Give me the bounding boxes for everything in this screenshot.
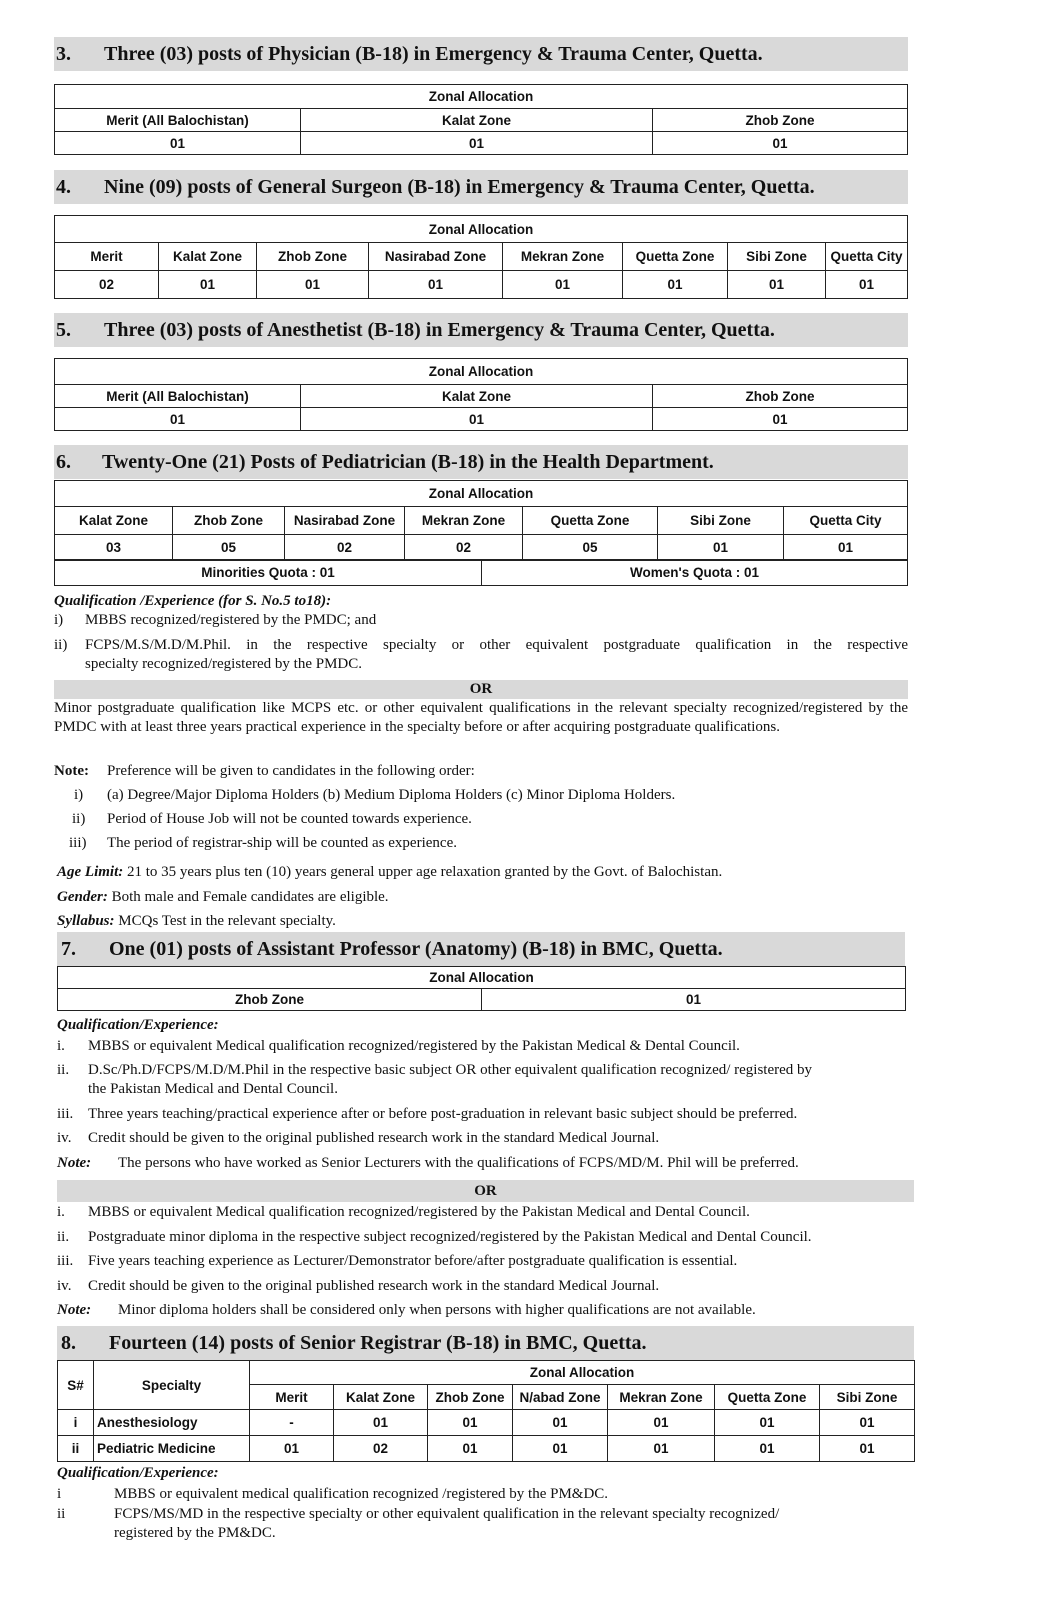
sn-cell: ii	[58, 1436, 94, 1462]
value-cell: 01	[653, 408, 908, 431]
sn-header: S#	[58, 1361, 94, 1410]
header-cell: N/abad Zone	[513, 1385, 608, 1410]
header-cell: Zhob Zone	[173, 507, 285, 535]
list-text: Five years teaching experience as Lecturer/Demonstrator before/after postgraduate qualification is essential.	[88, 1253, 738, 1269]
list-marker: ii.	[57, 1062, 70, 1078]
specialty-header: Specialty	[94, 1361, 250, 1410]
section-number: 6.	[56, 450, 71, 473]
value-cell: 01	[513, 1410, 608, 1436]
value-cell: 01	[334, 1410, 428, 1436]
specialty-cell: Pediatric Medicine	[94, 1436, 250, 1462]
or-divider: OR	[54, 680, 908, 699]
section-7-table	[57, 966, 906, 1011]
value-cell: 01	[513, 1436, 608, 1462]
list-marker: i)	[54, 612, 64, 628]
gender-label: Gender:	[57, 889, 108, 905]
section-3-heading	[54, 37, 908, 71]
list-marker: ii)	[72, 811, 86, 827]
list-text: Three years teaching/practical experience after or before post-graduation in relevant basic subject should be preferred.	[88, 1106, 798, 1122]
header-cell: Mekran Zone	[405, 507, 523, 535]
list-text: Period of House Job will not be counted towards experience.	[107, 811, 472, 827]
value-cell: 02	[55, 271, 159, 299]
age-limit-text: 21 to 35 years plus ten (10) years general upper age relaxation granted by the Govt. of Balochistan.	[127, 864, 723, 880]
section-title: Three (03) posts of Anesthetist (B-18) in Emergency & Trauma Center, Quetta.	[104, 318, 775, 341]
list-text-continued: the Pakistan Medical and Dental Council.	[88, 1081, 338, 1097]
section-8-table	[57, 1360, 915, 1462]
header-cell: Kalat Zone	[159, 243, 257, 271]
list-item	[57, 1061, 917, 1101]
value-cell: 01	[55, 408, 301, 431]
section-number: 4.	[56, 175, 71, 198]
list-item	[57, 1105, 917, 1124]
value-cell: 01	[728, 271, 826, 299]
section-title: Twenty-One (21) Posts of Pediatrician (B-18) in the Health Department.	[102, 450, 714, 473]
note-text: Minor diploma holders shall be considered only when persons with higher qualifications are not available.	[118, 1302, 756, 1318]
header-cell: Mekran Zone	[503, 243, 623, 271]
list-text: FCPS/MS/MD in the respective specialty or other equivalent qualification in the relevant specialty recognized/	[114, 1506, 780, 1522]
syllabus	[57, 912, 336, 931]
zonal-allocation-header: Zonal Allocation	[55, 359, 908, 385]
note-text: The persons who have worked as Senior Lecturers with the qualifications of FCPS/MD/M. Phil will be preferred.	[118, 1155, 799, 1171]
section-number: 5.	[56, 318, 71, 341]
section-4-table	[54, 215, 908, 299]
header-cell: Merit (All Balochistan)	[55, 385, 301, 408]
value-cell: 01	[257, 271, 369, 299]
list-text: MBBS recognized/registered by the PMDC; and	[85, 612, 377, 628]
list-item	[57, 1277, 917, 1296]
value-cell: 01	[250, 1436, 334, 1462]
header-cell: Nasirabad Zone	[285, 507, 405, 535]
note-text: Preference will be given to candidates in the following order:	[107, 763, 475, 779]
list-marker: ii	[57, 1506, 66, 1522]
header-cell: Kalat Zone	[334, 1385, 428, 1410]
section-4-heading	[54, 170, 908, 204]
qualification-heading: Qualification /Experience (for S. No.5 to18):	[54, 593, 332, 609]
age-limit-label: Age Limit:	[57, 864, 124, 880]
list-marker: ii.	[57, 1229, 70, 1245]
note	[54, 762, 914, 781]
list-item	[57, 1505, 917, 1545]
header-cell: Zhob Zone	[428, 1385, 513, 1410]
header-cell: Quetta Zone	[715, 1385, 820, 1410]
zonal-allocation-header: Zonal Allocation	[55, 481, 908, 507]
list-item	[57, 1203, 917, 1222]
header-cell: Quetta Zone	[623, 243, 728, 271]
gender	[57, 888, 389, 907]
list-text: MBBS or equivalent Medical qualification recognized/registered by the Pakistan Medical & Dental Council.	[88, 1038, 740, 1054]
value-cell: 01	[715, 1436, 820, 1462]
value-cell: 01	[623, 271, 728, 299]
list-text: MBBS or equivalent medical qualification recognized /registered by the PM&DC.	[114, 1486, 609, 1502]
list-item	[57, 1485, 917, 1504]
header-cell: Merit	[250, 1385, 334, 1410]
value-cell: 01	[608, 1410, 715, 1436]
list-text: FCPS/M.S/M.D/M.Phil. in the respective specialty or other equivalent postgraduate qualification in the respective	[85, 637, 908, 653]
header-cell: Merit	[55, 243, 159, 271]
section-title: Nine (09) posts of General Surgeon (B-18) in Emergency & Trauma Center, Quetta.	[104, 175, 815, 198]
value-cell: 02	[405, 535, 523, 561]
section-7-heading	[57, 932, 905, 966]
value-cell: 02	[334, 1436, 428, 1462]
list-item	[54, 786, 914, 805]
section-8-heading	[57, 1326, 914, 1360]
list-text: (a) Degree/Major Diploma Holders (b) Medium Diploma Holders (c) Minor Diploma Holders.	[107, 787, 676, 803]
value-cell: 01	[658, 535, 784, 561]
zonal-allocation-header: Zonal Allocation	[250, 1361, 915, 1385]
list-text: Credit should be given to the original published research work in the standard Medical Journal.	[88, 1278, 660, 1294]
value-cell: 05	[523, 535, 658, 561]
list-item	[57, 1252, 917, 1271]
specialty-cell: Anesthesiology	[94, 1410, 250, 1436]
list-text: Postgraduate minor diploma in the respective subject recognized/registered by the Pakistan Medical and Dental Council.	[88, 1229, 812, 1245]
header-cell: Kalat Zone	[301, 109, 653, 132]
note-label: Note:	[57, 1155, 92, 1171]
list-item	[54, 636, 914, 676]
note	[57, 1154, 917, 1173]
zonal-allocation-header: Zonal Allocation	[55, 216, 908, 243]
section-6-heading	[54, 445, 908, 479]
section-title: Three (03) posts of Physician (B-18) in Emergency & Trauma Center, Quetta.	[104, 42, 763, 65]
value-cell: 01	[482, 989, 906, 1011]
section-title: One (01) posts of Assistant Professor (Anatomy) (B-18) in BMC, Quetta.	[109, 937, 723, 960]
section-number: 7.	[61, 937, 76, 960]
section-3-table	[54, 84, 908, 155]
value-cell: 01	[715, 1410, 820, 1436]
list-marker: iv.	[57, 1278, 72, 1294]
section-number: 3.	[56, 42, 71, 65]
sn-cell: i	[58, 1410, 94, 1436]
table-row	[58, 1410, 915, 1436]
header-cell: Quetta Zone	[523, 507, 658, 535]
header-cell: Sibi Zone	[728, 243, 826, 271]
header-cell: Quetta City	[826, 243, 908, 271]
value-cell: 01	[301, 132, 653, 155]
list-marker: i.	[57, 1038, 65, 1054]
list-marker: ii)	[54, 637, 68, 653]
list-marker: i)	[74, 787, 84, 803]
header-cell: Nasirabad Zone	[369, 243, 503, 271]
section-5-heading	[54, 313, 908, 347]
list-item	[57, 1037, 917, 1056]
value-cell: 02	[285, 535, 405, 561]
list-marker: iii)	[69, 835, 87, 851]
header-cell: Merit (All Balochistan)	[55, 109, 301, 132]
list-item	[54, 611, 914, 630]
header-cell: Zhob Zone	[653, 385, 908, 408]
section-title: Fourteen (14) posts of Senior Registrar (B-18) in BMC, Quetta.	[109, 1331, 647, 1354]
value-cell: 01	[159, 271, 257, 299]
value-cell: 01	[369, 271, 503, 299]
section-number: 8.	[61, 1331, 76, 1354]
value-cell: 01	[653, 132, 908, 155]
header-cell: Quetta City	[784, 507, 908, 535]
list-item	[54, 810, 914, 829]
qualification-heading: Qualification/Experience:	[57, 1017, 219, 1033]
value-cell: 01	[820, 1436, 915, 1462]
minorities-quota: Minorities Quota : 01	[55, 560, 482, 586]
value-cell: 01	[784, 535, 908, 561]
header-cell: Zhob Zone	[653, 109, 908, 132]
value-cell: 01	[428, 1410, 513, 1436]
list-item	[57, 1228, 917, 1247]
zonal-allocation-header: Zonal Allocation	[58, 967, 906, 989]
minor-qualification-paragraph: Minor postgraduate qualification like MCPS etc. or other equivalent qualifications in the relevant specialty recognized/registered by the PMDC with at least three years practical experience in the specialty before or after acquiring postgraduate qualifications.	[54, 700, 908, 735]
value-cell: 01	[503, 271, 623, 299]
note	[57, 1301, 917, 1320]
list-marker: iii.	[57, 1106, 74, 1122]
list-marker: i	[57, 1486, 62, 1502]
header-cell: Sibi Zone	[658, 507, 784, 535]
value-cell: 01	[301, 408, 653, 431]
syllabus-label: Syllabus:	[57, 913, 115, 929]
zonal-allocation-header: Zonal Allocation	[55, 85, 908, 109]
list-marker: iv.	[57, 1130, 72, 1146]
header-cell: Zhob Zone	[257, 243, 369, 271]
list-item	[57, 1129, 917, 1148]
list-text: D.Sc/Ph.D/FCPS/M.D/M.Phil in the respective basic subject OR other equivalent qualification recognized/ registered by	[88, 1062, 813, 1078]
zone-cell: Zhob Zone	[58, 989, 482, 1011]
syllabus-text: MCQs Test in the relevant specialty.	[118, 913, 336, 929]
value-cell: 01	[820, 1410, 915, 1436]
list-marker: i.	[57, 1204, 65, 1220]
value-cell: 01	[55, 132, 301, 155]
section-6-quota-table	[54, 559, 908, 586]
header-cell: Sibi Zone	[820, 1385, 915, 1410]
note-label: Note:	[54, 763, 89, 779]
value-cell: 01	[608, 1436, 715, 1462]
value-cell: 03	[55, 535, 173, 561]
list-text: Credit should be given to the original published research work in the standard Medical Journal.	[88, 1130, 660, 1146]
or-divider: OR	[57, 1180, 914, 1202]
womens-quota: Women's Quota : 01	[482, 560, 908, 586]
table-row	[58, 1436, 915, 1462]
list-text-continued: specialty recognized/registered by the PMDC.	[85, 656, 363, 672]
value-cell: -	[250, 1410, 334, 1436]
header-cell: Mekran Zone	[608, 1385, 715, 1410]
section-5-table	[54, 358, 908, 431]
value-cell: 05	[173, 535, 285, 561]
qualification-heading: Qualification/Experience:	[57, 1465, 219, 1481]
list-text: The period of registrar-ship will be counted as experience.	[107, 835, 457, 851]
header-cell: Kalat Zone	[301, 385, 653, 408]
gender-text: Both male and Female candidates are eligible.	[111, 889, 389, 905]
list-text: MBBS or equivalent Medical qualification recognized/registered by the Pakistan Medical and Dental Council.	[88, 1204, 750, 1220]
list-item	[54, 834, 914, 853]
value-cell: 01	[826, 271, 908, 299]
list-marker: iii.	[57, 1253, 74, 1269]
list-text-continued: registered by the PM&DC.	[114, 1525, 276, 1541]
header-cell: Kalat Zone	[55, 507, 173, 535]
value-cell: 01	[428, 1436, 513, 1462]
age-limit	[57, 863, 722, 882]
note-label: Note:	[57, 1302, 92, 1318]
section-6-table	[54, 480, 908, 561]
